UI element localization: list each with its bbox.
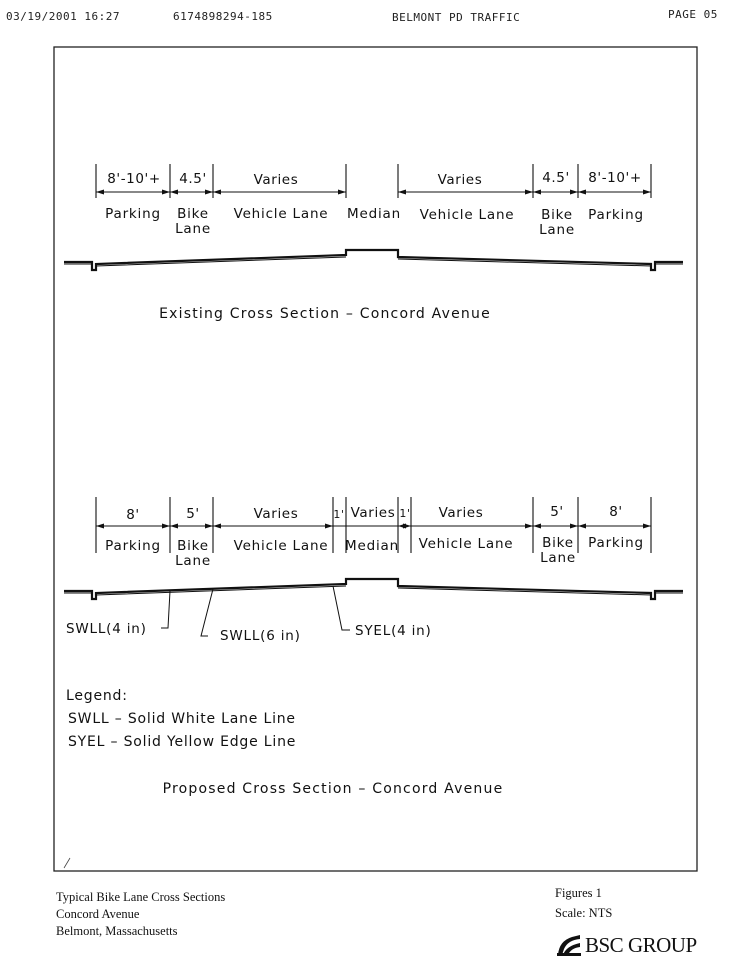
footer-title-block [56,889,225,940]
existing-dim-bike-left: 4.5' [179,171,207,187]
proposed-label-median: Median [345,538,399,554]
fax-sender: BELMONT PD TRAFFIC [392,11,521,24]
existing-label-lane-left: Lane [175,221,211,237]
callout-syel-4in: SYEL(4 in) [355,623,432,639]
proposed-dim-buffer-right: 1' [399,507,411,520]
proposed-label-lane-left: Lane [175,553,211,569]
existing-label-vehicle-right: Vehicle Lane [419,207,515,223]
proposed-section-title: Proposed Cross Section – Concord Avenue [162,781,504,797]
fax-page: PAGE 05 [668,8,718,21]
existing-label-median: Median [347,206,401,222]
proposed-dim-buffer-left: 1' [333,508,345,521]
proposed-dim-bike-right: 5' [550,504,564,520]
footer-line-location: Belmont, Massachusetts [56,924,178,938]
existing-label-lane-right: Lane [539,222,575,238]
proposed-label-vehicle-right: Vehicle Lane [418,536,514,552]
footer-scale: Scale: NTS [555,906,613,920]
bsc-group-logo [556,932,706,958]
proposed-dim-parking-right: 8' [609,504,623,520]
proposed-dim-vehicle-left: Varies [253,506,299,522]
footer-figure: Figures 1 [555,886,602,900]
bsc-logo-text: BSC GROUP [585,932,697,957]
proposed-dim-median: Varies [350,505,396,521]
proposed-dim-bike-left: 5' [186,506,200,522]
proposed-label-bike-right: Bike [542,535,574,551]
footer-line-street: Concord Avenue [56,907,140,921]
existing-dim-parking-right: 8'-10'+ [588,170,642,186]
proposed-label-bike-left: Bike [177,538,209,554]
existing-dim-vehicle-right: Varies [437,172,483,188]
bsc-logo-icon [556,933,582,957]
existing-label-parking-left: Parking [105,206,161,222]
existing-dim-vehicle-left: Varies [253,172,299,188]
existing-label-bike-left: Bike [177,206,209,222]
proposed-road-profile [64,579,683,599]
legend-swll: SWLL – Solid White Lane Line [68,711,296,727]
fax-datetime: 03/19/2001 16:27 [6,10,120,23]
existing-dim-parking-left: 8'-10'+ [107,171,161,187]
existing-section-title: Existing Cross Section – Concord Avenue [159,306,491,322]
existing-label-bike-right: Bike [541,207,573,223]
proposed-dim-parking-left: 8' [126,507,140,523]
proposed-label-parking-right: Parking [588,535,644,551]
existing-label-vehicle-left: Vehicle Lane [233,206,329,222]
proposed-dim-vehicle-right: Varies [438,505,484,521]
proposed-label-lane-right: Lane [540,550,576,566]
callout-swll-4in: SWLL(4 in) [66,621,147,637]
legend-syel: SYEL – Solid Yellow Edge Line [68,734,297,750]
existing-road-profile [64,250,683,270]
callout-swll-6in: SWLL(6 in) [220,628,301,644]
border-mark [64,858,70,868]
existing-label-parking-right: Parking [588,207,644,223]
legend-heading: Legend: [66,688,128,704]
proposed-label-parking-left: Parking [105,538,161,554]
footer-line-title: Typical Bike Lane Cross Sections [56,890,226,904]
fax-phone: 6174898294-185 [173,10,273,23]
existing-dim-bike-right: 4.5' [542,170,570,186]
proposed-label-vehicle-left: Vehicle Lane [233,538,329,554]
